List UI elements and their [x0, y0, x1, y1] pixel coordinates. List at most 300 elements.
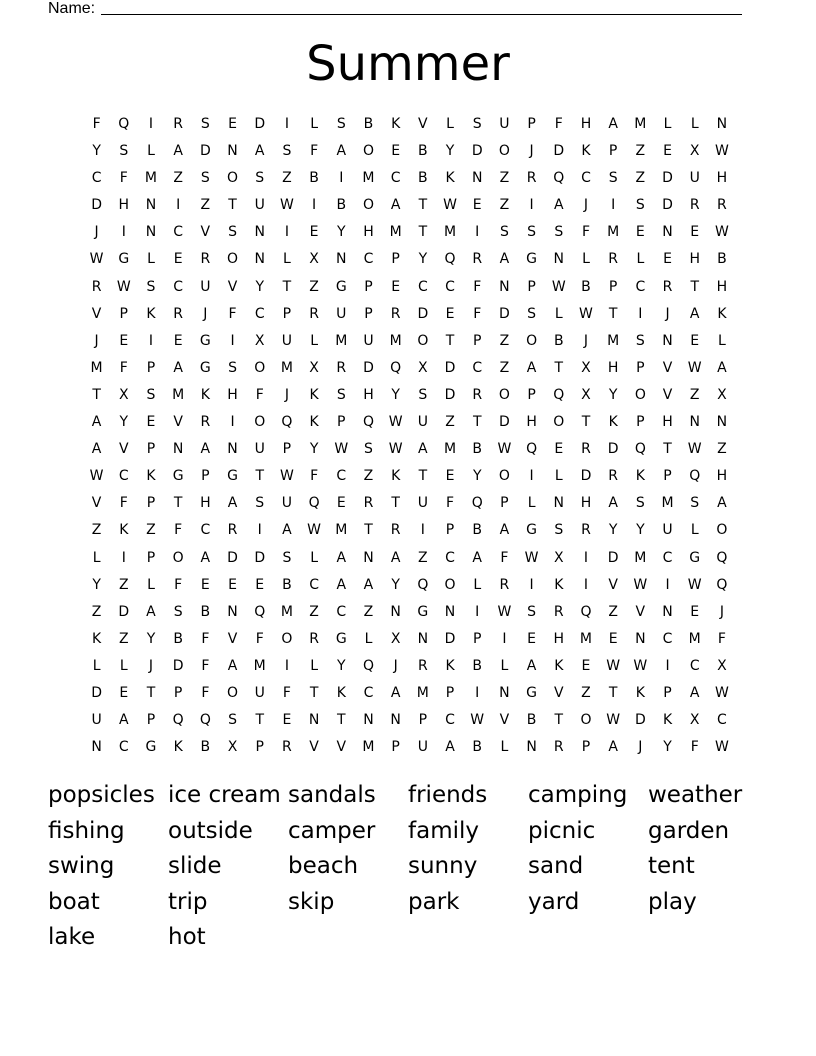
- grid-letter[interactable]: B: [472, 739, 483, 756]
- grid-letter[interactable]: M: [389, 332, 402, 349]
- grid-letter[interactable]: N: [417, 630, 429, 647]
- grid-letter[interactable]: E: [472, 197, 482, 214]
- grid-letter[interactable]: Y: [92, 576, 101, 593]
- grid-letter[interactable]: K: [635, 468, 645, 485]
- grid-letter[interactable]: T: [146, 684, 156, 701]
- grid-letter[interactable]: E: [663, 251, 672, 268]
- grid-letter[interactable]: N: [662, 224, 673, 241]
- grid-letter[interactable]: Z: [499, 359, 510, 376]
- grid-letter[interactable]: A: [717, 495, 727, 512]
- grid-letter[interactable]: X: [689, 143, 700, 160]
- grid-letter[interactable]: W: [89, 251, 104, 268]
- grid-letter[interactable]: G: [199, 332, 211, 349]
- grid-letter[interactable]: U: [254, 684, 265, 701]
- grid-letter[interactable]: G: [335, 630, 347, 647]
- grid-letter[interactable]: C: [363, 251, 374, 268]
- grid-letter[interactable]: M: [253, 657, 266, 674]
- grid-letter[interactable]: P: [146, 441, 156, 458]
- grid-letter[interactable]: E: [445, 468, 455, 485]
- grid-letter[interactable]: H: [580, 116, 592, 132]
- grid-letter[interactable]: K: [445, 657, 455, 674]
- grid-letter[interactable]: P: [527, 278, 536, 295]
- grid-letter[interactable]: T: [92, 386, 101, 403]
- grid-letter[interactable]: E: [309, 224, 319, 241]
- grid-letter[interactable]: E: [200, 576, 210, 593]
- grid-letter[interactable]: C: [309, 576, 319, 593]
- grid-letter[interactable]: E: [527, 630, 537, 647]
- grid-letter[interactable]: L: [283, 251, 291, 268]
- grid-letter[interactable]: I: [121, 549, 126, 566]
- grid-letter[interactable]: T: [228, 197, 237, 214]
- grid-letter[interactable]: B: [200, 739, 211, 756]
- grid-letter[interactable]: J: [94, 224, 99, 241]
- grid-letter[interactable]: B: [472, 441, 483, 458]
- grid-letter[interactable]: M: [579, 630, 593, 647]
- grid-letter[interactable]: R: [662, 278, 673, 295]
- grid-letter[interactable]: C: [445, 278, 455, 295]
- grid-letter[interactable]: V: [635, 603, 646, 620]
- grid-letter[interactable]: L: [119, 657, 128, 674]
- grid-letter[interactable]: S: [282, 549, 292, 566]
- grid-letter[interactable]: X: [309, 359, 319, 376]
- grid-letter[interactable]: A: [91, 414, 102, 431]
- grid-letter[interactable]: Z: [717, 441, 727, 458]
- grid-letter[interactable]: X: [553, 549, 564, 566]
- grid-letter[interactable]: A: [200, 441, 211, 458]
- grid-letter[interactable]: R: [472, 251, 483, 268]
- grid-letter[interactable]: W: [633, 657, 648, 674]
- grid-letter[interactable]: A: [282, 522, 292, 539]
- grid-letter[interactable]: J: [148, 657, 154, 674]
- grid-letter[interactable]: Q: [308, 495, 320, 512]
- grid-letter[interactable]: I: [121, 224, 126, 241]
- grid-letter[interactable]: E: [635, 224, 645, 241]
- grid-letter[interactable]: F: [201, 657, 210, 674]
- grid-letter[interactable]: K: [309, 414, 319, 431]
- grid-letter[interactable]: M: [661, 495, 674, 512]
- grid-letter[interactable]: L: [92, 549, 101, 566]
- grid-letter[interactable]: O: [444, 576, 456, 593]
- grid-letter[interactable]: B: [526, 712, 537, 729]
- grid-letter[interactable]: N: [689, 414, 700, 431]
- grid-letter[interactable]: D: [363, 359, 374, 376]
- grid-letter[interactable]: F: [690, 739, 699, 756]
- grid-letter[interactable]: Z: [363, 603, 374, 620]
- grid-letter[interactable]: A: [254, 143, 265, 160]
- grid-letter[interactable]: U: [417, 739, 428, 756]
- grid-letter[interactable]: W: [687, 359, 702, 376]
- grid-letter[interactable]: D: [662, 170, 673, 187]
- grid-letter[interactable]: Z: [608, 603, 618, 620]
- grid-letter[interactable]: A: [418, 441, 428, 458]
- grid-letter[interactable]: Y: [146, 630, 156, 647]
- grid-letter[interactable]: G: [526, 684, 538, 701]
- grid-letter[interactable]: P: [663, 468, 672, 485]
- grid-letter[interactable]: M: [607, 332, 620, 349]
- grid-letter[interactable]: W: [606, 657, 621, 674]
- grid-letter[interactable]: H: [200, 495, 211, 512]
- grid-letter[interactable]: W: [388, 441, 403, 458]
- grid-letter[interactable]: N: [553, 251, 565, 268]
- grid-letter[interactable]: T: [364, 522, 373, 539]
- grid-letter[interactable]: Y: [255, 278, 264, 295]
- grid-letter[interactable]: V: [662, 359, 673, 376]
- grid-letter[interactable]: V: [200, 224, 211, 241]
- grid-letter[interactable]: S: [200, 116, 210, 132]
- grid-letter[interactable]: L: [690, 522, 699, 539]
- grid-letter[interactable]: T: [418, 224, 428, 241]
- grid-letter[interactable]: T: [391, 495, 400, 512]
- grid-letter[interactable]: M: [362, 739, 375, 756]
- grid-letter[interactable]: L: [527, 495, 536, 512]
- grid-letter[interactable]: H: [662, 414, 673, 431]
- grid-letter[interactable]: N: [363, 712, 374, 729]
- grid-letter[interactable]: F: [255, 630, 264, 647]
- grid-letter[interactable]: R: [553, 739, 564, 756]
- grid-letter[interactable]: Z: [118, 576, 129, 593]
- grid-letter[interactable]: G: [417, 603, 429, 620]
- grid-letter[interactable]: T: [472, 414, 482, 431]
- grid-letter[interactable]: D: [553, 143, 565, 160]
- grid-letter[interactable]: B: [200, 603, 211, 620]
- grid-letter[interactable]: O: [498, 468, 510, 485]
- grid-letter[interactable]: M: [607, 224, 620, 241]
- grid-letter[interactable]: R: [227, 522, 238, 539]
- grid-letter[interactable]: M: [280, 603, 293, 620]
- grid-letter[interactable]: P: [472, 630, 482, 647]
- grid-letter[interactable]: Z: [499, 332, 510, 349]
- grid-letter[interactable]: D: [91, 197, 102, 214]
- grid-letter[interactable]: H: [227, 386, 238, 403]
- grid-letter[interactable]: K: [391, 468, 401, 485]
- grid-letter[interactable]: U: [200, 278, 211, 295]
- grid-letter[interactable]: P: [581, 739, 591, 756]
- grid-letter[interactable]: F: [201, 684, 210, 701]
- grid-letter[interactable]: J: [638, 739, 643, 756]
- grid-letter[interactable]: R: [581, 441, 591, 458]
- grid-letter[interactable]: H: [716, 170, 728, 187]
- grid-letter[interactable]: Q: [444, 251, 456, 268]
- grid-letter[interactable]: K: [119, 522, 129, 539]
- grid-letter[interactable]: O: [227, 684, 239, 701]
- grid-letter[interactable]: Q: [362, 414, 374, 431]
- grid-letter[interactable]: A: [336, 143, 347, 160]
- grid-letter[interactable]: Q: [281, 414, 293, 431]
- grid-letter[interactable]: A: [717, 359, 727, 376]
- grid-letter[interactable]: N: [91, 739, 102, 756]
- grid-letter[interactable]: S: [554, 522, 564, 539]
- grid-letter[interactable]: P: [146, 549, 156, 566]
- grid-letter[interactable]: F: [500, 549, 509, 566]
- grid-letter[interactable]: C: [581, 170, 591, 187]
- grid-letter[interactable]: R: [200, 414, 211, 431]
- grid-letter[interactable]: F: [174, 522, 183, 539]
- grid-letter[interactable]: W: [116, 278, 131, 295]
- grid-letter[interactable]: S: [608, 170, 618, 187]
- grid-letter[interactable]: F: [310, 143, 319, 160]
- grid-letter[interactable]: S: [472, 116, 482, 132]
- grid-letter[interactable]: V: [91, 305, 102, 322]
- grid-letter[interactable]: W: [551, 278, 566, 295]
- grid-letter[interactable]: Z: [635, 170, 646, 187]
- grid-letter[interactable]: S: [146, 386, 156, 403]
- grid-letter[interactable]: Z: [200, 197, 211, 214]
- grid-letter[interactable]: R: [309, 630, 319, 647]
- grid-letter[interactable]: A: [200, 549, 211, 566]
- grid-letter[interactable]: L: [554, 305, 563, 322]
- grid-letter[interactable]: M: [335, 332, 348, 349]
- grid-letter[interactable]: F: [581, 224, 590, 241]
- grid-letter[interactable]: R: [390, 305, 401, 322]
- grid-letter[interactable]: P: [391, 251, 400, 268]
- grid-letter[interactable]: N: [553, 495, 565, 512]
- grid-letter[interactable]: A: [336, 549, 347, 566]
- grid-letter[interactable]: A: [390, 549, 401, 566]
- grid-letter[interactable]: D: [199, 143, 211, 160]
- grid-letter[interactable]: W: [334, 441, 349, 458]
- grid-letter[interactable]: A: [91, 441, 102, 458]
- grid-letter[interactable]: N: [716, 414, 728, 431]
- grid-letter[interactable]: S: [635, 332, 645, 349]
- grid-letter[interactable]: N: [499, 684, 510, 701]
- grid-letter[interactable]: V: [418, 116, 428, 132]
- grid-letter[interactable]: I: [475, 684, 480, 701]
- grid-letter[interactable]: U: [689, 170, 700, 187]
- grid-letter[interactable]: P: [636, 414, 645, 431]
- grid-letter[interactable]: S: [119, 143, 129, 160]
- grid-letter[interactable]: K: [554, 576, 564, 593]
- grid-letter[interactable]: M: [389, 224, 402, 241]
- grid-letter[interactable]: T: [418, 197, 428, 214]
- grid-letter[interactable]: B: [309, 170, 319, 187]
- grid-letter[interactable]: C: [662, 630, 673, 647]
- grid-letter[interactable]: Q: [716, 576, 728, 593]
- grid-letter[interactable]: K: [445, 170, 455, 187]
- grid-letter[interactable]: C: [336, 603, 347, 620]
- grid-letter[interactable]: P: [119, 305, 128, 322]
- grid-letter[interactable]: M: [172, 386, 185, 403]
- grid-letter[interactable]: H: [553, 630, 565, 647]
- grid-letter[interactable]: O: [227, 251, 239, 268]
- grid-letter[interactable]: N: [363, 549, 374, 566]
- grid-letter[interactable]: U: [91, 712, 102, 729]
- grid-letter[interactable]: E: [146, 414, 156, 431]
- grid-letter[interactable]: I: [502, 630, 507, 647]
- grid-letter[interactable]: U: [336, 305, 347, 322]
- grid-letter[interactable]: O: [716, 522, 728, 539]
- grid-letter[interactable]: C: [336, 468, 347, 485]
- grid-letter[interactable]: N: [227, 603, 238, 620]
- grid-letter[interactable]: Y: [119, 414, 129, 431]
- grid-letter[interactable]: I: [529, 197, 534, 214]
- grid-letter[interactable]: A: [553, 197, 564, 214]
- grid-letter[interactable]: X: [309, 251, 319, 268]
- grid-letter[interactable]: Z: [499, 170, 510, 187]
- grid-letter[interactable]: O: [254, 359, 266, 376]
- grid-letter[interactable]: S: [200, 170, 210, 187]
- grid-letter[interactable]: M: [443, 224, 457, 241]
- grid-letter[interactable]: E: [173, 251, 183, 268]
- grid-letter[interactable]: R: [581, 522, 591, 539]
- grid-letter[interactable]: B: [581, 278, 591, 295]
- grid-letter[interactable]: Q: [689, 468, 701, 485]
- grid-letter[interactable]: Y: [418, 251, 428, 268]
- grid-letter[interactable]: C: [417, 278, 428, 295]
- grid-letter[interactable]: C: [118, 468, 129, 485]
- grid-letter[interactable]: Y: [636, 522, 645, 539]
- grid-letter[interactable]: T: [608, 684, 618, 701]
- grid-letter[interactable]: N: [662, 603, 673, 620]
- grid-letter[interactable]: R: [173, 305, 184, 322]
- grid-letter[interactable]: A: [445, 739, 455, 756]
- grid-letter[interactable]: I: [611, 197, 616, 214]
- grid-letter[interactable]: P: [608, 278, 618, 295]
- grid-letter[interactable]: Q: [553, 386, 565, 403]
- grid-letter[interactable]: Q: [390, 359, 402, 376]
- grid-letter[interactable]: B: [472, 522, 483, 539]
- grid-letter[interactable]: K: [635, 684, 645, 701]
- grid-letter[interactable]: M: [443, 441, 457, 458]
- grid-letter[interactable]: F: [92, 116, 101, 132]
- grid-letter[interactable]: F: [554, 116, 563, 132]
- grid-letter[interactable]: J: [393, 657, 398, 674]
- grid-letter[interactable]: T: [663, 441, 672, 458]
- grid-letter[interactable]: I: [420, 522, 425, 539]
- grid-letter[interactable]: A: [390, 684, 401, 701]
- grid-letter[interactable]: K: [662, 712, 673, 729]
- grid-letter[interactable]: R: [282, 739, 292, 756]
- grid-letter[interactable]: S: [418, 386, 428, 403]
- grid-letter[interactable]: P: [282, 441, 292, 458]
- grid-letter[interactable]: W: [497, 441, 512, 458]
- grid-letter[interactable]: L: [554, 468, 563, 485]
- grid-letter[interactable]: M: [634, 549, 647, 566]
- grid-letter[interactable]: T: [554, 712, 564, 729]
- grid-letter[interactable]: E: [581, 657, 591, 674]
- grid-letter[interactable]: R: [717, 197, 727, 214]
- grid-letter[interactable]: S: [499, 224, 509, 241]
- grid-letter[interactable]: E: [391, 278, 401, 295]
- grid-letter[interactable]: N: [145, 197, 157, 214]
- grid-letter[interactable]: I: [257, 522, 262, 539]
- grid-letter[interactable]: N: [390, 712, 401, 729]
- grid-letter[interactable]: W: [687, 576, 702, 593]
- grid-letter[interactable]: T: [445, 332, 455, 349]
- grid-letter[interactable]: V: [553, 684, 564, 701]
- grid-letter[interactable]: Q: [580, 603, 592, 620]
- grid-letter[interactable]: K: [581, 143, 591, 160]
- grid-letter[interactable]: O: [553, 414, 565, 431]
- grid-letter[interactable]: Z: [689, 386, 700, 403]
- grid-letter[interactable]: M: [688, 630, 701, 647]
- grid-letter[interactable]: J: [529, 143, 534, 160]
- grid-letter[interactable]: C: [689, 657, 700, 674]
- grid-letter[interactable]: W: [714, 739, 729, 756]
- grid-letter[interactable]: D: [254, 116, 266, 132]
- grid-letter[interactable]: Z: [282, 170, 292, 187]
- grid-letter[interactable]: P: [146, 359, 156, 376]
- grid-letter[interactable]: H: [716, 278, 728, 295]
- grid-letter[interactable]: X: [254, 332, 265, 349]
- grid-letter[interactable]: I: [475, 224, 480, 241]
- grid-letter[interactable]: W: [714, 684, 729, 701]
- grid-letter[interactable]: L: [636, 251, 645, 268]
- grid-letter[interactable]: Q: [553, 170, 565, 187]
- grid-letter[interactable]: O: [526, 332, 538, 349]
- grid-letter[interactable]: B: [717, 251, 727, 268]
- grid-letter[interactable]: X: [581, 359, 591, 376]
- grid-letter[interactable]: V: [227, 630, 238, 647]
- grid-letter[interactable]: N: [254, 224, 265, 241]
- grid-letter[interactable]: C: [173, 278, 184, 295]
- grid-letter[interactable]: X: [390, 630, 401, 647]
- grid-letter[interactable]: T: [309, 684, 319, 701]
- grid-letter[interactable]: Z: [118, 630, 129, 647]
- grid-letter[interactable]: A: [173, 359, 183, 376]
- grid-letter[interactable]: A: [526, 359, 537, 376]
- grid-letter[interactable]: W: [89, 468, 104, 485]
- grid-letter[interactable]: S: [173, 603, 183, 620]
- grid-letter[interactable]: L: [147, 576, 155, 593]
- grid-letter[interactable]: I: [312, 197, 317, 214]
- grid-letter[interactable]: S: [527, 305, 537, 322]
- grid-letter[interactable]: P: [663, 684, 672, 701]
- grid-letter[interactable]: Y: [472, 468, 482, 485]
- grid-letter[interactable]: Z: [418, 549, 428, 566]
- grid-letter[interactable]: W: [279, 468, 294, 485]
- grid-letter[interactable]: D: [417, 305, 429, 322]
- grid-letter[interactable]: N: [662, 332, 673, 349]
- grid-letter[interactable]: T: [690, 278, 699, 295]
- grid-letter[interactable]: S: [527, 603, 537, 620]
- grid-letter[interactable]: Q: [362, 657, 374, 674]
- grid-letter[interactable]: V: [227, 278, 238, 295]
- grid-letter[interactable]: R: [553, 603, 564, 620]
- grid-letter[interactable]: K: [146, 468, 156, 485]
- grid-letter[interactable]: B: [418, 170, 428, 187]
- grid-letter[interactable]: T: [337, 712, 346, 729]
- grid-letter[interactable]: V: [173, 414, 183, 431]
- grid-letter[interactable]: Z: [91, 603, 102, 620]
- grid-letter[interactable]: L: [446, 116, 454, 132]
- grid-letter[interactable]: S: [255, 495, 265, 512]
- grid-letter[interactable]: A: [472, 549, 482, 566]
- grid-letter[interactable]: F: [282, 684, 291, 701]
- grid-letter[interactable]: A: [499, 251, 510, 268]
- grid-letter[interactable]: S: [228, 712, 237, 729]
- grid-letter[interactable]: W: [579, 305, 593, 322]
- grid-letter[interactable]: W: [633, 576, 648, 593]
- grid-letter[interactable]: P: [636, 359, 645, 376]
- grid-letter[interactable]: A: [390, 197, 401, 214]
- grid-letter[interactable]: S: [527, 224, 537, 241]
- grid-letter[interactable]: A: [227, 495, 238, 512]
- grid-letter[interactable]: N: [336, 251, 347, 268]
- grid-letter[interactable]: I: [339, 170, 344, 187]
- grid-letter[interactable]: P: [337, 414, 346, 431]
- grid-letter[interactable]: L: [310, 549, 318, 566]
- grid-letter[interactable]: I: [665, 657, 670, 674]
- grid-letter[interactable]: K: [336, 684, 346, 701]
- grid-letter[interactable]: S: [146, 278, 156, 295]
- grid-letter[interactable]: A: [608, 495, 618, 512]
- grid-letter[interactable]: K: [309, 386, 319, 403]
- grid-letter[interactable]: C: [200, 522, 211, 539]
- grid-letter[interactable]: R: [173, 116, 184, 132]
- grid-letter[interactable]: P: [445, 522, 455, 539]
- grid-letter[interactable]: O: [362, 197, 374, 214]
- grid-letter[interactable]: I: [529, 468, 534, 485]
